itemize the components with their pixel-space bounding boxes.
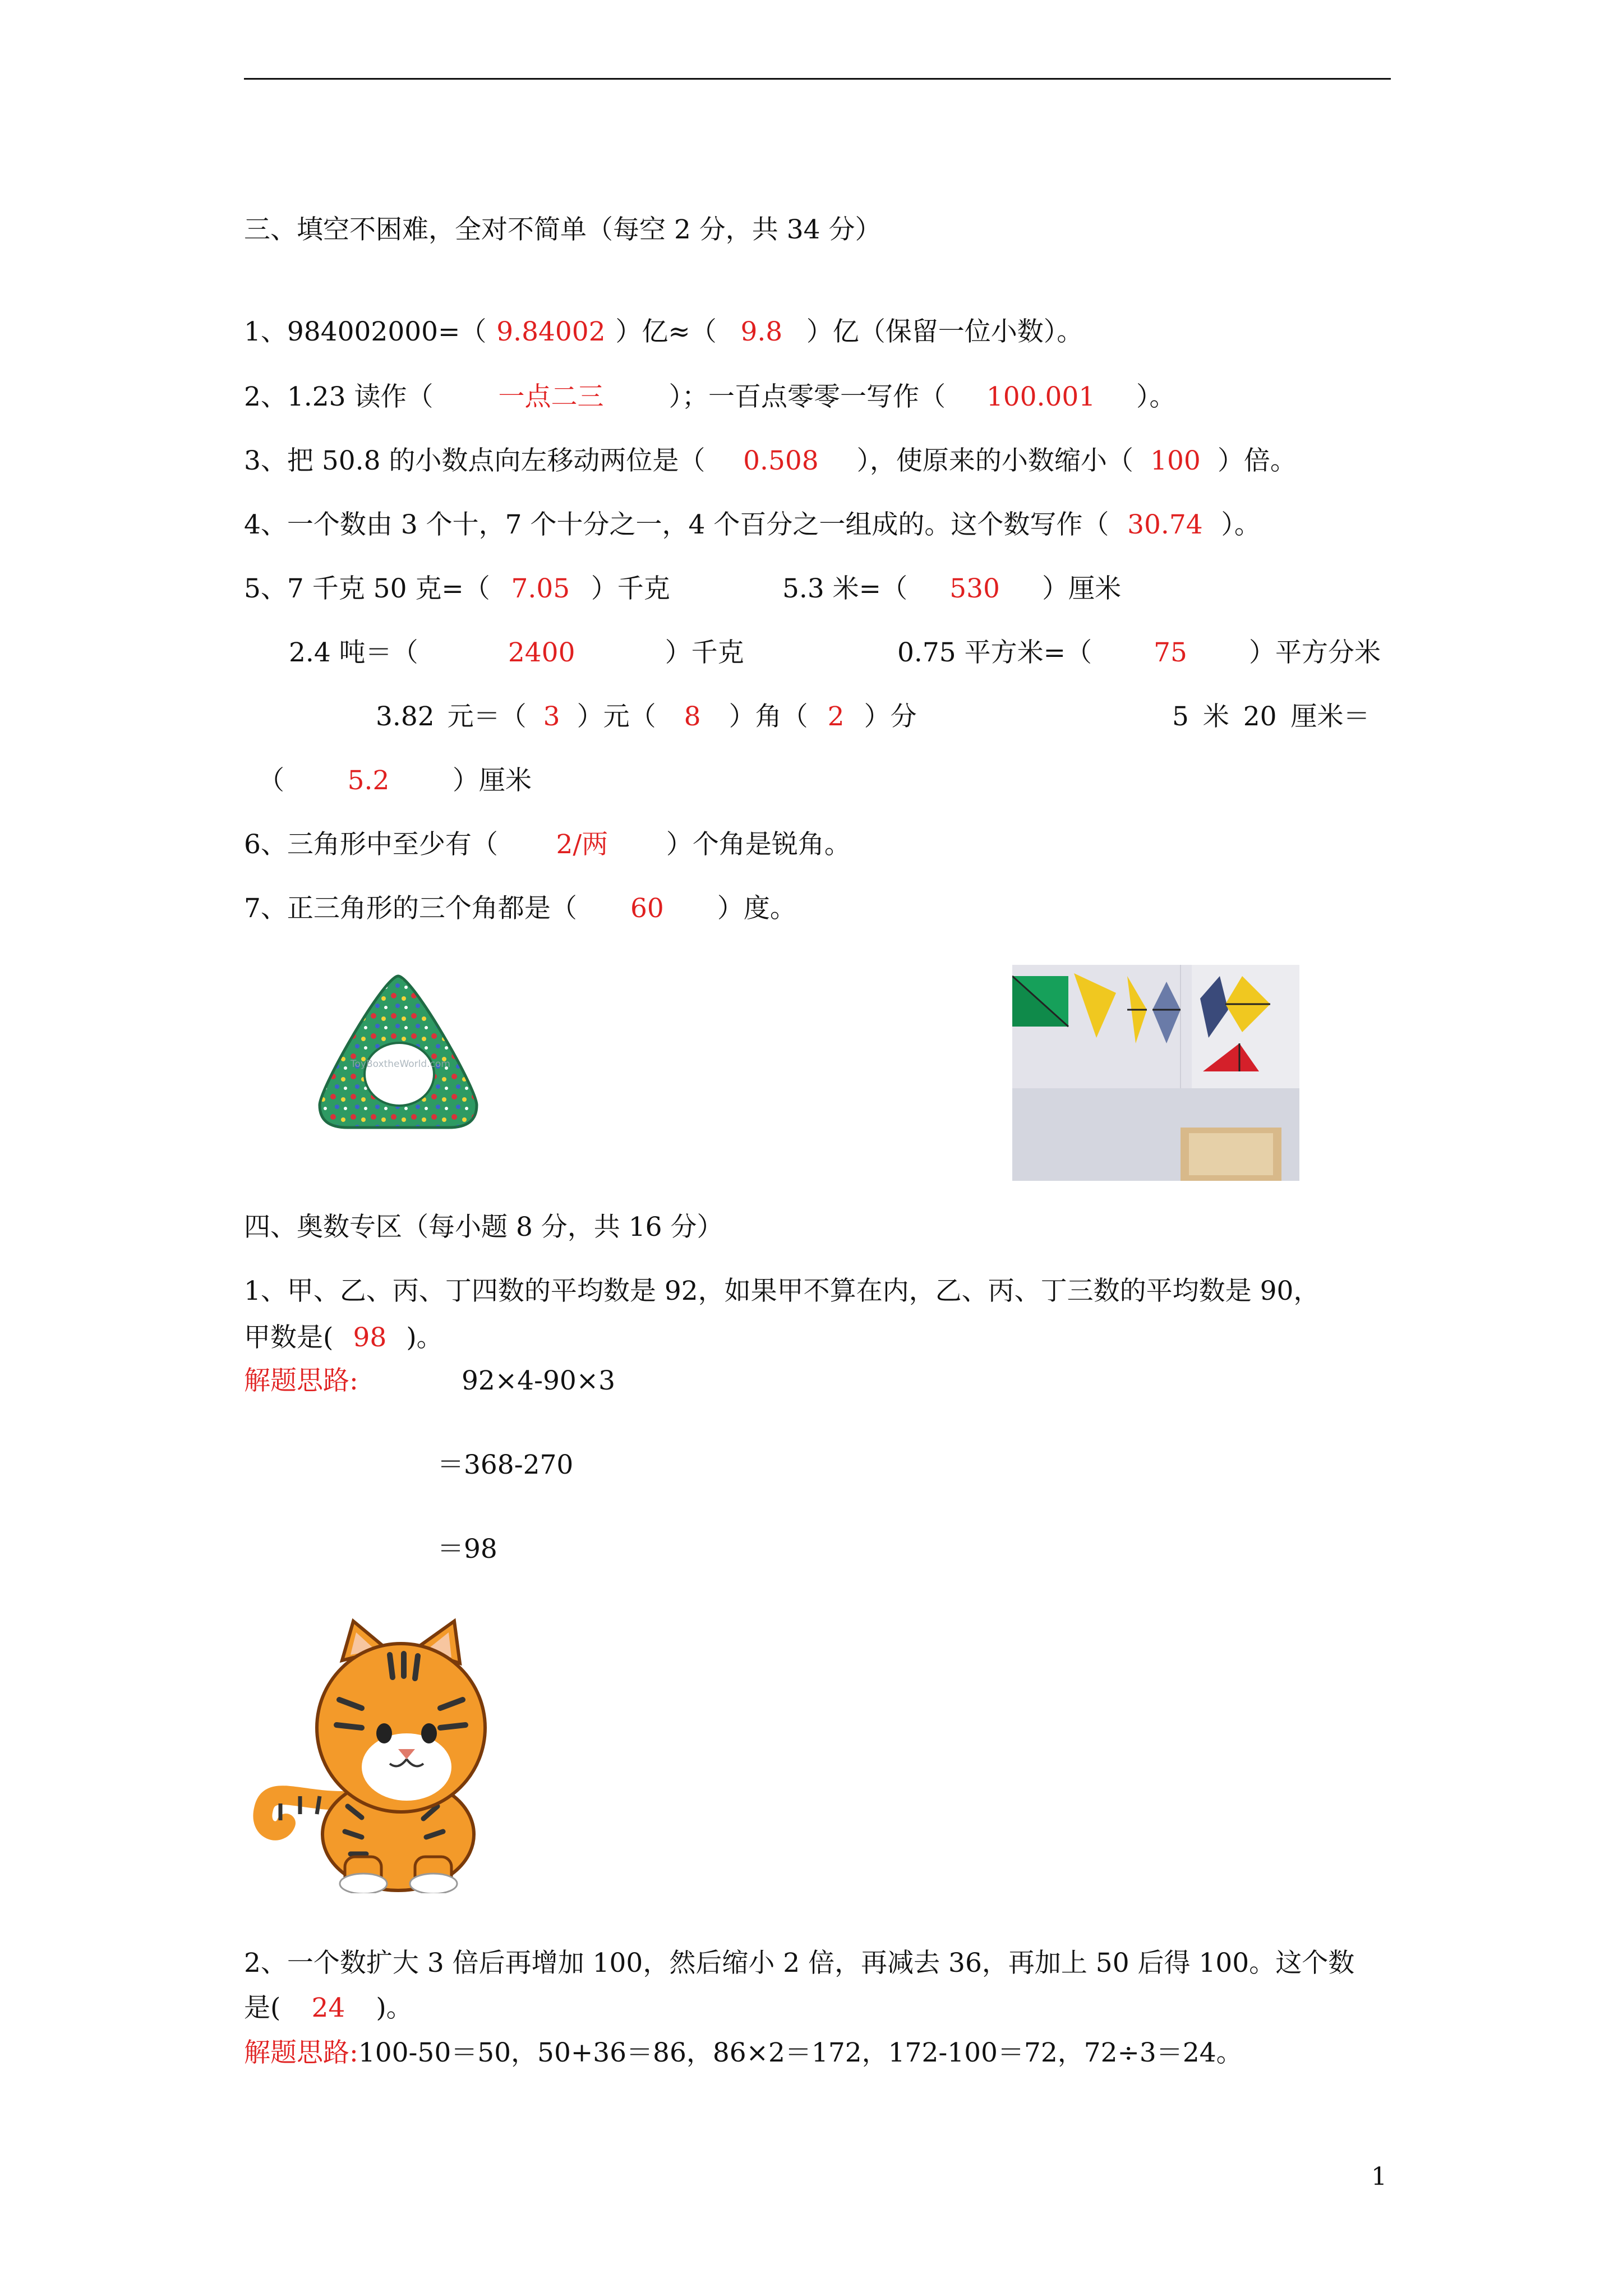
question-3-5-row4 [258,764,532,798]
question-3-5-row2-right [897,636,1381,670]
section-3-title: 三、填空不困难，全对不简单（每空 2 分，共 34 分） [244,214,882,245]
q5-text-a: 5、7 千克 50 克=（ [244,573,490,604]
q3-text-b: ），使原来的小数缩小（ [856,445,1133,476]
q5-text-o: ）厘米 [453,765,532,796]
q3-text-a: 3、把 50.8 的小数点向左移动两位是（ [244,445,706,476]
question-3-5-row1-right [782,572,1121,606]
q3-answer-2: 100 [1150,445,1201,476]
q2-answer-1: 一点二三 [498,381,604,412]
question-3-5-row2 [289,636,744,670]
q5-text-i: 3.82 元＝（ [376,701,527,732]
question-4-2-line1: 2、一个数扩大 3 倍后再增加 100，然后缩小 2 倍，再减去 36，再加上 50 后得 100。这个数 [244,1948,1355,1978]
q5-text-n: （ [258,765,284,796]
q5-answer-2: 530 [949,573,1000,604]
q5-answer-6: 8 [684,701,701,732]
question-4-1-line2 [244,1321,443,1355]
q4-1-step-3: ＝98 [437,1534,497,1565]
q6-answer-1: 2/两 [556,829,608,860]
q4-2-text-b: )。 [376,1993,413,2023]
q4-2-text-a: 是( [244,1993,281,2023]
q5-text-e: 2.4 吨＝（ [289,637,418,668]
ring-watermark-text: ToyBoxtheWorld.com [351,1059,450,1070]
q4-1-hint-label: 解题思路: [244,1365,358,1396]
q3-answer-1: 0.508 [743,445,819,476]
q4-2-answer: 24 [311,1993,345,2023]
q4-1-answer: 98 [353,1322,387,1353]
q5-text-f: ）千克 [665,637,744,668]
question-4-2-hint [244,2036,1243,2070]
q4-answer-1: 30.74 [1127,509,1203,540]
section-4-title: 四、奥数专区（每小题 8 分，共 16 分） [244,1212,723,1243]
q2-text-b: ）；一百点零零一写作（ [668,381,946,412]
q5-answer-1: 7.05 [511,573,570,604]
q4-1-text-b: )。 [406,1322,443,1353]
question-4-1-line1: 1、甲、乙、丙、丁四数的平均数是 92，如果甲不算在内，乙、丙、丁三数的平均数是 90， [244,1276,1320,1306]
q1-text-b: ）亿≈（ [615,316,717,347]
question-3-1 [244,315,1083,349]
q1-text-c: ）亿（保留一位小数）。 [806,316,1083,347]
q7-text-b: ）度。 [717,893,796,924]
question-3-5-row3-right [1172,700,1370,734]
q5-text-c: 5.3 米=（ [782,573,908,604]
q6-text-b: ）个角是锐角。 [666,829,851,860]
q5-text-l: ）分 [864,701,917,732]
question-3-4 [244,508,1261,542]
question-4-2-line2 [244,1991,413,2025]
tiger-cartoon-image [247,1616,538,1893]
q4-1-text-a: 甲数是( [244,1322,334,1353]
q4-1-step-1: 92×4-90×3 [462,1365,616,1396]
q3-text-c: ）倍。 [1217,445,1297,476]
q2-text-a: 2、1.23 读作（ [244,381,434,412]
q5-text-k: ）角（ [728,701,808,732]
q1-answer-1: 9.84002 [496,316,606,347]
question-3-5-row1 [244,572,670,606]
q4-2-hint-text: 100-50＝50，50+36＝86，86×2＝172，172-100＝72，72÷3＝24。 [358,2037,1243,2068]
q1-text-a: 1、984002000=（ [244,316,487,347]
q5-answer-7: 2 [827,701,845,732]
q5-text-b: ）千克 [591,573,670,604]
q5-text-g: 0.75 平方米=（ [897,637,1092,668]
triangle-ring-image [308,970,488,1133]
q5-text-h: ）平方分米 [1248,637,1381,668]
q5-text-j: ）元（ [577,701,656,732]
geometry-shapes-photo [1012,965,1299,1181]
q5-answer-3: 2400 [508,637,575,668]
q5-answer-5: 3 [543,701,560,732]
question-3-6 [244,828,851,862]
q1-answer-2: 9.8 [740,316,783,347]
q4-text-a: 4、一个数由 3 个十，7 个十分之一，4 个百分之一组成的。这个数写作（ [244,509,1109,540]
question-3-7 [244,892,796,926]
q4-text-b: ）。 [1221,509,1261,540]
question-3-3 [244,444,1297,478]
q7-answer-1: 60 [630,893,664,924]
q2-answer-2: 100.001 [986,381,1096,412]
question-3-5-row3 [376,700,917,734]
q4-2-hint-label: 解题思路: [244,2037,358,2068]
page-number: 1 [1371,2162,1387,2191]
q7-text-a: 7、正三角形的三个角都是（ [244,893,577,924]
question-3-2 [244,380,1176,414]
q5-text-d: ）厘米 [1042,573,1122,604]
q4-1-step-2: ＝368-270 [437,1450,574,1480]
q6-text-a: 6、三角形中至少有（ [244,829,498,860]
header-rule [244,78,1391,80]
q5-answer-4: 75 [1154,637,1187,668]
q2-text-c: ）。 [1136,381,1176,412]
q5-text-m: 5 米 20 厘米＝ [1172,701,1370,732]
q5-answer-8: 5.2 [347,765,390,796]
